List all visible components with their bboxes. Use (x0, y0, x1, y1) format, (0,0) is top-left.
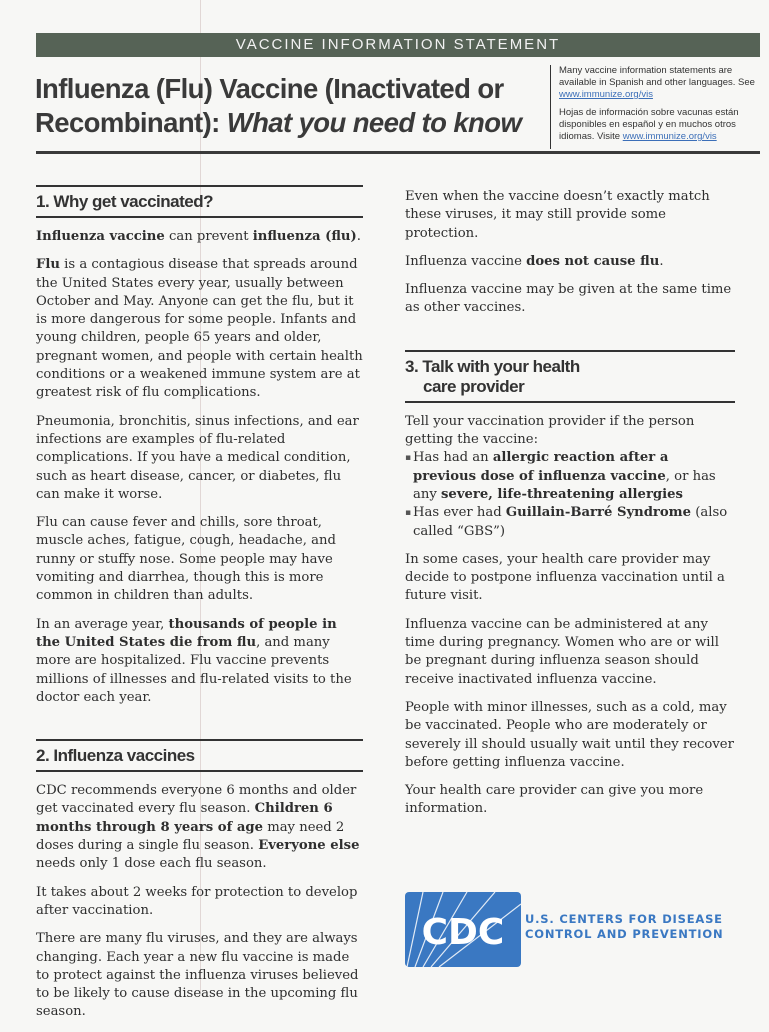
language-availability-note (550, 65, 769, 149)
section-3-paragraph-3: Influenza vaccine can be administered at any time during pregnancy. Women who are or will be pregnant during influenza season should receive inactivated influenza vaccine. (405, 616, 719, 687)
section-2-paragraph-3: There are many flu viruses, and they are always changing. Each year a new flu vaccine is made to protect against the influenza viruses believed to be likely to cause disease in the upcoming flu season. (36, 931, 359, 1020)
english-note (559, 65, 769, 101)
section-3-heading-line-2: care provider (423, 376, 525, 396)
spanish-note-text: Hojas de información sobre vacunas están disponibles en español y en muchos otros idiomas. Visite (559, 107, 739, 142)
section-1-paragraph-2: Flu is a contagious disease that spreads around the United States every year, usually between October and May. Anyone can get the flu, but it is more dangerous for some people. Infants and young children, people 65 years and older, pregnant women, and people with certain health conditions or a weakened immune system are at greatest risk of flu complications. (36, 257, 363, 401)
document-title (35, 72, 535, 140)
section-3-paragraph-4: People with minor illnesses, such as a cold, may be vaccinated. People who are moderately or severely ill should usually wait until they recover before getting influenza vaccine. (405, 699, 734, 770)
title-line-1: Influenza (Flu) Vaccine (Inactivated or (35, 73, 504, 104)
right-column (405, 188, 735, 829)
section-3-intro: Tell your vaccination provider if the person getting the vaccine: (405, 413, 695, 448)
section-2-paragraph-5: Influenza vaccine does not cause flu. (405, 253, 664, 269)
section-3-paragraph-2: In some cases, your health care provider may decide to postpone influenza vaccination until a future visit. (405, 551, 725, 604)
vis-header-bar: VACCINE INFORMATION STATEMENT (36, 33, 760, 57)
section-3-heading-line-1: 3. Talk with your health (405, 356, 580, 376)
spanish-note (559, 107, 769, 143)
english-note-text: Many vaccine information statements are available in Spanish and other languages. See (559, 65, 755, 88)
title-line-2: Recombinant): (35, 107, 227, 138)
header-divider (36, 151, 760, 154)
title-subtitle: What you need to know (226, 107, 522, 138)
immunize-link-spanish[interactable]: www.immunize.org/vis (622, 131, 717, 142)
section-1-heading: 1. Why get vaccinated? (36, 185, 363, 218)
immunize-link-english[interactable]: www.immunize.org/vis (559, 89, 653, 100)
cdc-name-line-2: CONTROL AND PREVENTION (525, 927, 724, 941)
section-1-paragraph-4: Flu can cause fever and chills, sore throat, muscle aches, fatigue, cough, headache, and runny or stuffy nose. Some people may have vomiting and diarrhea, though this is more common in children than adults. (36, 515, 336, 604)
section-2-paragraph-1: CDC recommends everyone 6 months and older get vaccinated every flu season. Children 6 months through 8 years of age may need 2 doses during a single flu season. Everyone else needs only 1 dose each flu season. (36, 783, 360, 872)
left-column (36, 185, 363, 1032)
section-2-paragraph-2: It takes about 2 weeks for protection to develop after vaccination. (36, 884, 358, 918)
list-item: ▪ Has ever had Guillain-Barré Syndrome (also called “GBS”) (405, 504, 735, 541)
section-2-paragraph-4: Even when the vaccine doesn’t exactly match these viruses, it may still provide some protection. (405, 189, 710, 241)
svg-text:CDC: CDC (421, 912, 505, 953)
section-1-paragraph-1: Influenza vaccine can prevent influenza (flu). (36, 229, 361, 244)
cdc-logo-icon (405, 892, 521, 967)
section-3-risk-list (405, 449, 735, 540)
list-item: ▪ Has had an allergic reaction after a previous dose of influenza vaccine, or has any severe, life-threatening allergies (405, 449, 735, 504)
section-2-paragraph-6: Influenza vaccine may be given at the same time as other vaccines. (405, 282, 732, 316)
section-3-paragraph-5: Your health care provider can give you more information. (405, 783, 704, 817)
section-2-heading: 2. Influenza vaccines (36, 739, 363, 772)
section-1-paragraph-5: In an average year, thousands of people in the United States die from flu, and many more are hospitalized. Flu vaccine prevents millions of illnesses and flu-related visits to the doctor each year. (36, 616, 352, 705)
cdc-name-line-1: U.S. CENTERS FOR DISEASE (525, 912, 723, 926)
section-3-heading (405, 350, 735, 403)
cdc-organization-name (525, 912, 723, 942)
section-1-paragraph-3: Pneumonia, bronchitis, sinus infections, and ear infections are examples of flu-related complications. If you have a medical condition, such as heart disease, cancer, or diabetes, flu can make it worse. (36, 413, 359, 502)
